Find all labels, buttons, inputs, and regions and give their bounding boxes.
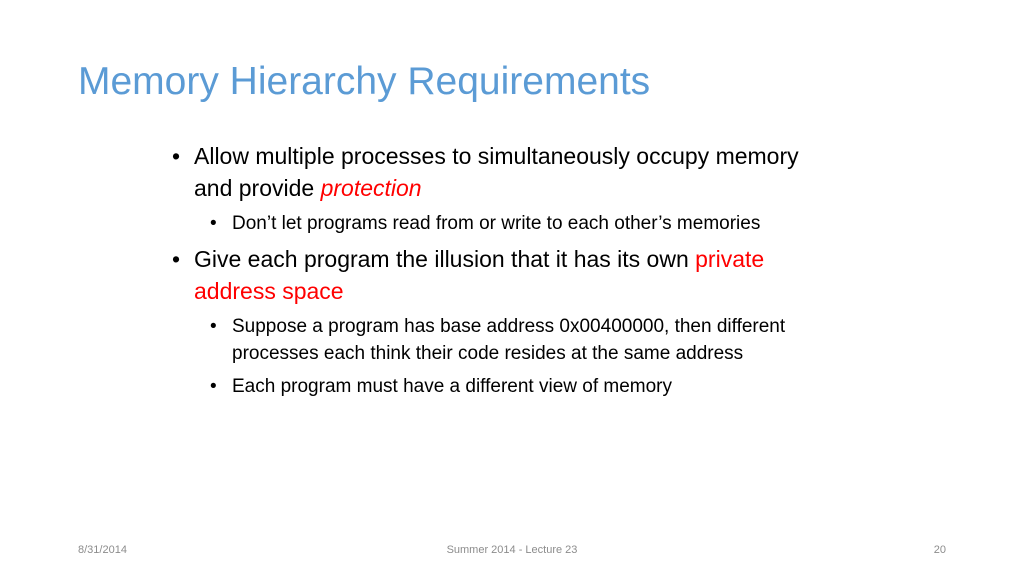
subbullet-text: Suppose a program has base address 0x00400000, then different processes each think their code resides at the same address <box>232 316 786 364</box>
bullet-glyph: • <box>210 376 217 397</box>
footer-date: 8/31/2014 <box>78 544 127 556</box>
subbullet-different-view <box>210 373 832 400</box>
bullet-protection <box>172 140 832 204</box>
bullet-glyph: • <box>172 246 181 272</box>
subbullet-text: Don’t let programs read from or write to each other’s memories <box>232 213 761 234</box>
bullet-glyph: • <box>210 316 217 337</box>
emphasis-protection: protection <box>320 175 422 201</box>
footer-page-number: 20 <box>933 544 946 556</box>
bullet-glyph: • <box>172 143 181 169</box>
bullet-text: Give each program the illusion that it has its own <box>194 246 696 272</box>
footer-lecture: Summer 2014 - Lecture 23 <box>446 544 578 556</box>
subbullet-text: Each program must have a different view of memory <box>232 376 673 397</box>
emphasis-private-address-space: private address space <box>194 246 765 304</box>
bullet-private-address-space <box>172 243 832 307</box>
bullet-glyph: • <box>210 213 217 234</box>
bullet-text: Allow multiple processes to simultaneously occupy memory and provide <box>194 143 799 201</box>
slide-content <box>172 140 832 406</box>
subbullet-no-read-write <box>210 210 832 237</box>
subbullet-base-address <box>210 313 832 367</box>
slide-title: Memory Hierarchy Requirements <box>78 60 651 103</box>
